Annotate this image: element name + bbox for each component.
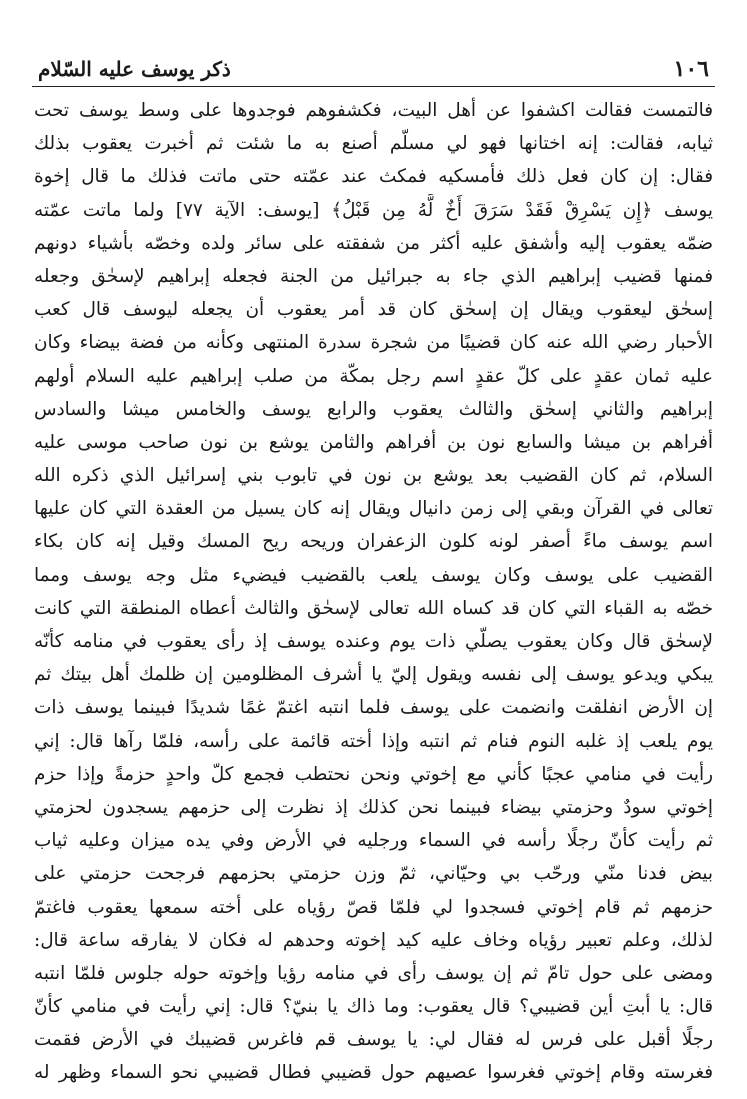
text-line: خصّه به القباء التي كان قد كساه الله تعالى لإسحٰق والثالث أعطاه المنطقة التي كانت <box>34 597 713 619</box>
text-line: يوسف ﴿إِن يَسْرِقْ فَقَدْ سَرَقَ أَخٌ لَّهُ مِن قَبْلُ﴾ [يوسف: الآية ٧٧] ولما ماتت عمّته <box>34 199 713 221</box>
text-line: إن الأرض انفلقت وانضمت على يوسف فلما انتبه اغتمّ غمًا شديدًا فبينما يوسف ذات <box>34 697 713 719</box>
body-text <box>34 94 713 1090</box>
text-line: إسحٰق ليعقوب ويقال إن إسحٰق كان قد أمر يعقوب أن يجعله ليوسف قال كعب <box>34 299 713 321</box>
text-line: إخوتي سودٌ وحزمتي بيضاء فبينما نحن كذلك إذ نظرت إلى حزمهم يسجدون لحزمتي <box>34 796 713 818</box>
text-line: إبراهيم والثاني إسحٰق والثالث يعقوب والرابع يوسف والخامس ميشا والسادس <box>34 398 713 420</box>
text-line: فقال: إن كان فعل ذلك فأمسكيه فمكث عند عمّته حتى ماتت فذلك ما قال إخوة <box>34 166 713 188</box>
text-line: رجلًا أقبل على فرس له فقال لي: يا يوسف قم فاغرس قضيبك في الأرض فقمت <box>34 1029 713 1051</box>
text-line: فغرسته وقام إخوتي فغرسوا عصيهم حول قضيبي فطال قضيبي نحو السماء وظهر له <box>34 1062 713 1084</box>
text-line: بيض فدنا منّي ورحّب بي وحيّاني، ثمّ وزن حزمتي بحزمهم فرجحت حزمتي على <box>34 863 713 885</box>
text-line: رأيت في منامي عجبًا كأني مع إخوتي ونحن نحتطب فجمع كلّ واحدٍ حزمةً وإذا حزم <box>34 763 713 785</box>
text-line: ثيابه، فقالت: إنه اختانها فهو لي مسلّم أصنع به ما شئت ثم أخبرت يعقوب بذلك <box>34 133 713 155</box>
page-number: ١٠٦ <box>673 56 709 82</box>
text-line: السلام، ثم كان القضيب بعد يوشع بن نون في تابوب بني إسرائيل الذي ذكره الله <box>34 465 713 487</box>
text-line: ومضى على حول تامّ ثم إن يوسف رأى في منامه رؤيا وإخوته حوله جلوس فلمّا انتبه <box>34 962 713 984</box>
text-line: لذلك، وعلم تعبير رؤياه وخاف عليه كيد إخوته وحدهم له فكان لا يفارقه ساعة قال: <box>34 929 713 951</box>
text-line: الأحبار رضي الله عنه كان قضيبًا من شجرة سدرة المنتهى وكأنه من فضة بيضاء وكان <box>34 332 713 354</box>
text-line: القضيب على يوسف وكان يوسف يلعب بالقضيب فيضيء مثل وجه يوسف ومما <box>34 564 713 586</box>
text-line: عليه ثمان عقدٍ على كلّ عقدٍ اسم رجل بمكّة من صلب إبراهيم عليه السلام أولهم <box>34 365 713 387</box>
text-line: ضمّه يعقوب إليه وأشفق عليه أكثر من شفقته على سائر ولده وخصّه بأشياء دونهم <box>34 232 713 254</box>
text-line: تعالى في القرآن وبقي إلى زمن دانيال ويقال إنه كان يسيل من العقدة التي كان عليها <box>34 498 713 520</box>
text-line: قال: يا أبتِ أين قضيبي؟ قال يعقوب: وما ذاك يا بنيّ؟ قال: إني رأيت في منامي كأنّ <box>34 996 713 1018</box>
text-line: فالتمست فقالت اكشفوا عن أهل البيت، فكشفوهم فوجدوها على وسط يوسف تحت <box>34 100 713 121</box>
running-title: ذكر يوسف عليه السّلام <box>38 57 231 81</box>
page-header <box>32 54 715 87</box>
text-line: فمنها قضيب إبراهيم الذي جاء به جبرائيل من الجنة فجعله إبراهيم لإسحٰق وجعله <box>34 265 713 287</box>
text-line: ثم رأيت كأنّ رجلًا رأسه في السماء ورجليه في الأرض وفي يده ميزان وعليه ثياب <box>34 830 713 852</box>
text-line: اسم يوسف ماءً أصفر لونه كلون الزعفران وريحه ريح المسك وقيل إنه كان بكاء <box>34 531 713 553</box>
text-line: لإسحٰق قال وكان يعقوب يصلّي ذات يوم وعنده يوسف إذ رأى يعقوب في منامه كأنّه <box>34 631 713 652</box>
text-line: يوم يلعب إذ غلبه النوم فنام ثم انتبه وإذا أخته قائمة على رأسه، فلمّا رآها قال: إني <box>34 730 713 752</box>
text-line: أفراهم بن ميشا والسابع نون بن أفراهم والثامن يوشع بن نون صاحب موسى عليه <box>34 431 713 453</box>
text-line: حزمهم ثم قام إخوتي فسجدوا لي فلمّا قصّ رؤياه على أخته سمعها يعقوب فاغتمّ <box>34 896 713 918</box>
text-line: يبكي ويدعو يوسف إلى نفسه ويقول إليّ يا أشرف المظلومين إن ظلمك أهل بيتك ثم <box>34 664 713 686</box>
